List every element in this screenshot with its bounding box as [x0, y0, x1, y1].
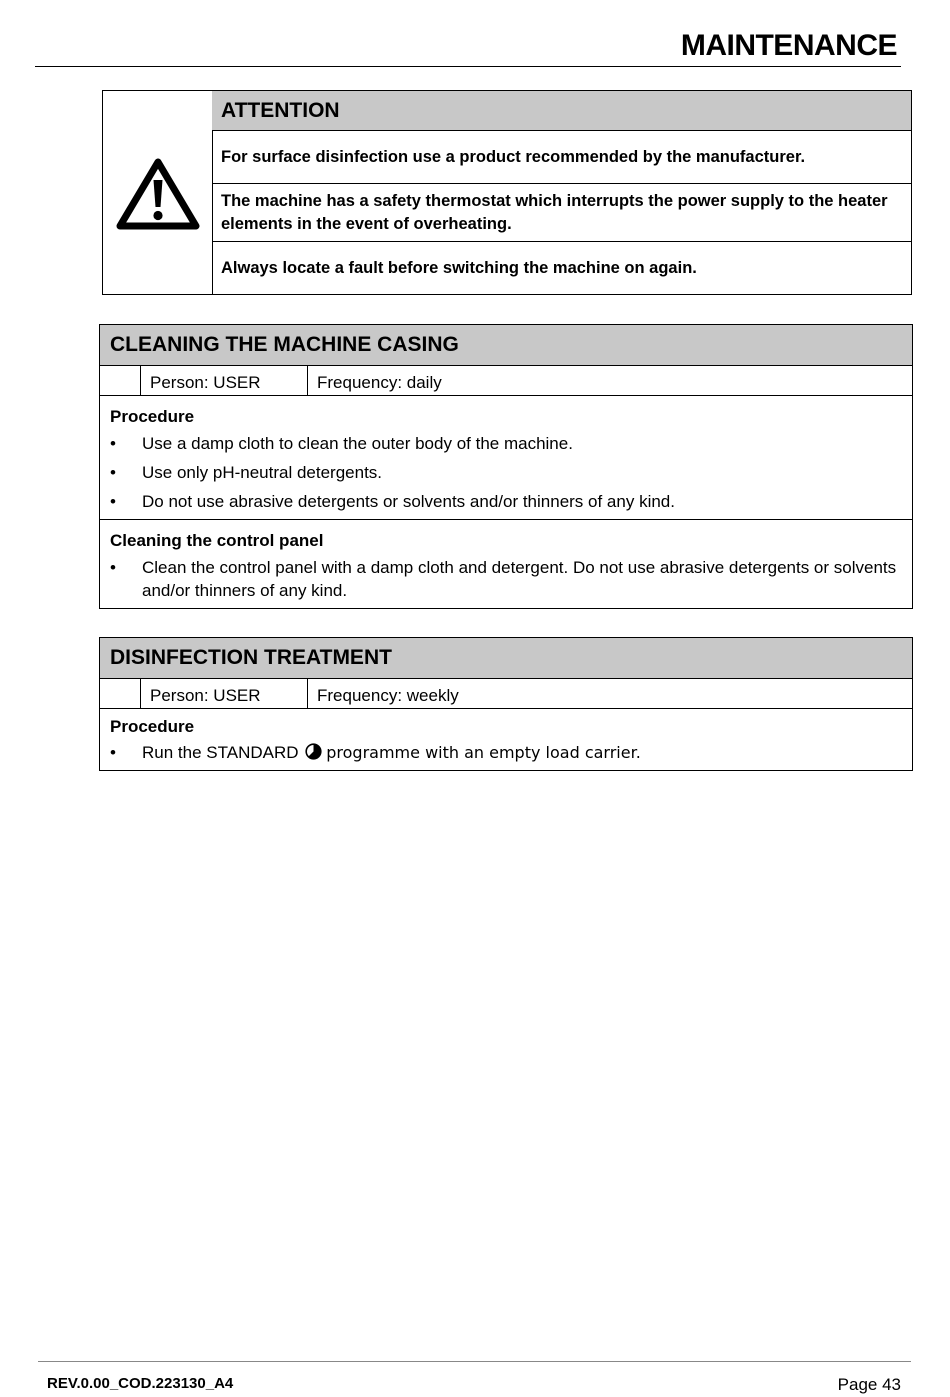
procedure-block [100, 709, 912, 770]
bullet-icon: • [110, 743, 116, 762]
list-item: • Do not use abrasive detergents or solvents and/or thinners of any kind. [110, 492, 675, 511]
page-title: MAINTENANCE [680, 29, 897, 62]
section-title: DISINFECTION TREATMENT [100, 638, 912, 679]
attention-content [212, 91, 911, 294]
person-cell: Person: USER [141, 679, 308, 708]
attention-box [102, 90, 912, 295]
bullet-icon: • [110, 463, 116, 482]
list-item: • Clean the control panel with a damp cloth and detergent. Do not use abrasive detergents or solvents and/or thinners of any kind. [110, 558, 897, 600]
block-title: Procedure [110, 407, 195, 426]
section-cleaning-casing [99, 324, 913, 609]
page-header [35, 28, 901, 67]
frequency-cell: Frequency: weekly [317, 686, 459, 705]
list-item: • Run the STANDARD programme with an empty load carrier. [110, 743, 641, 762]
section-disinfection [99, 637, 913, 771]
control-panel-block [100, 519, 912, 608]
list-item: • Use a damp cloth to clean the outer body of the machine. [110, 434, 573, 453]
warning-triangle-icon [116, 156, 200, 230]
section-meta-row [100, 679, 912, 709]
attention-heading: ATTENTION [212, 91, 911, 131]
attention-line: For surface disinfection use a product recommended by the manufacturer. [212, 131, 911, 184]
block-title: Cleaning the control panel [110, 531, 324, 550]
procedure-block [100, 396, 912, 519]
attention-line: Always locate a fault before switching the machine on again. [221, 258, 697, 277]
section-title: CLEANING THE MACHINE CASING [100, 325, 912, 366]
attention-line: The machine has a safety thermostat which interrupts the power supply to the heater elements in the event of overheating. [212, 184, 911, 242]
standard-programme-icon [305, 743, 322, 760]
bullet-icon: • [110, 558, 116, 577]
document-code: REV.0.00_COD.223130_A4 [47, 1375, 234, 1392]
frequency-cell: Frequency: daily [317, 373, 442, 392]
person-cell: Person: USER [141, 366, 308, 395]
page-footer [38, 1361, 911, 1394]
attention-icon-cell [103, 91, 213, 294]
block-title: Procedure [110, 717, 195, 736]
bullet-icon: • [110, 434, 116, 453]
list-item: • Use only pH-neutral detergents. [110, 463, 383, 482]
page-number: Page 43 [837, 1375, 901, 1394]
section-meta-row [100, 366, 912, 396]
bullet-icon: • [110, 492, 116, 511]
